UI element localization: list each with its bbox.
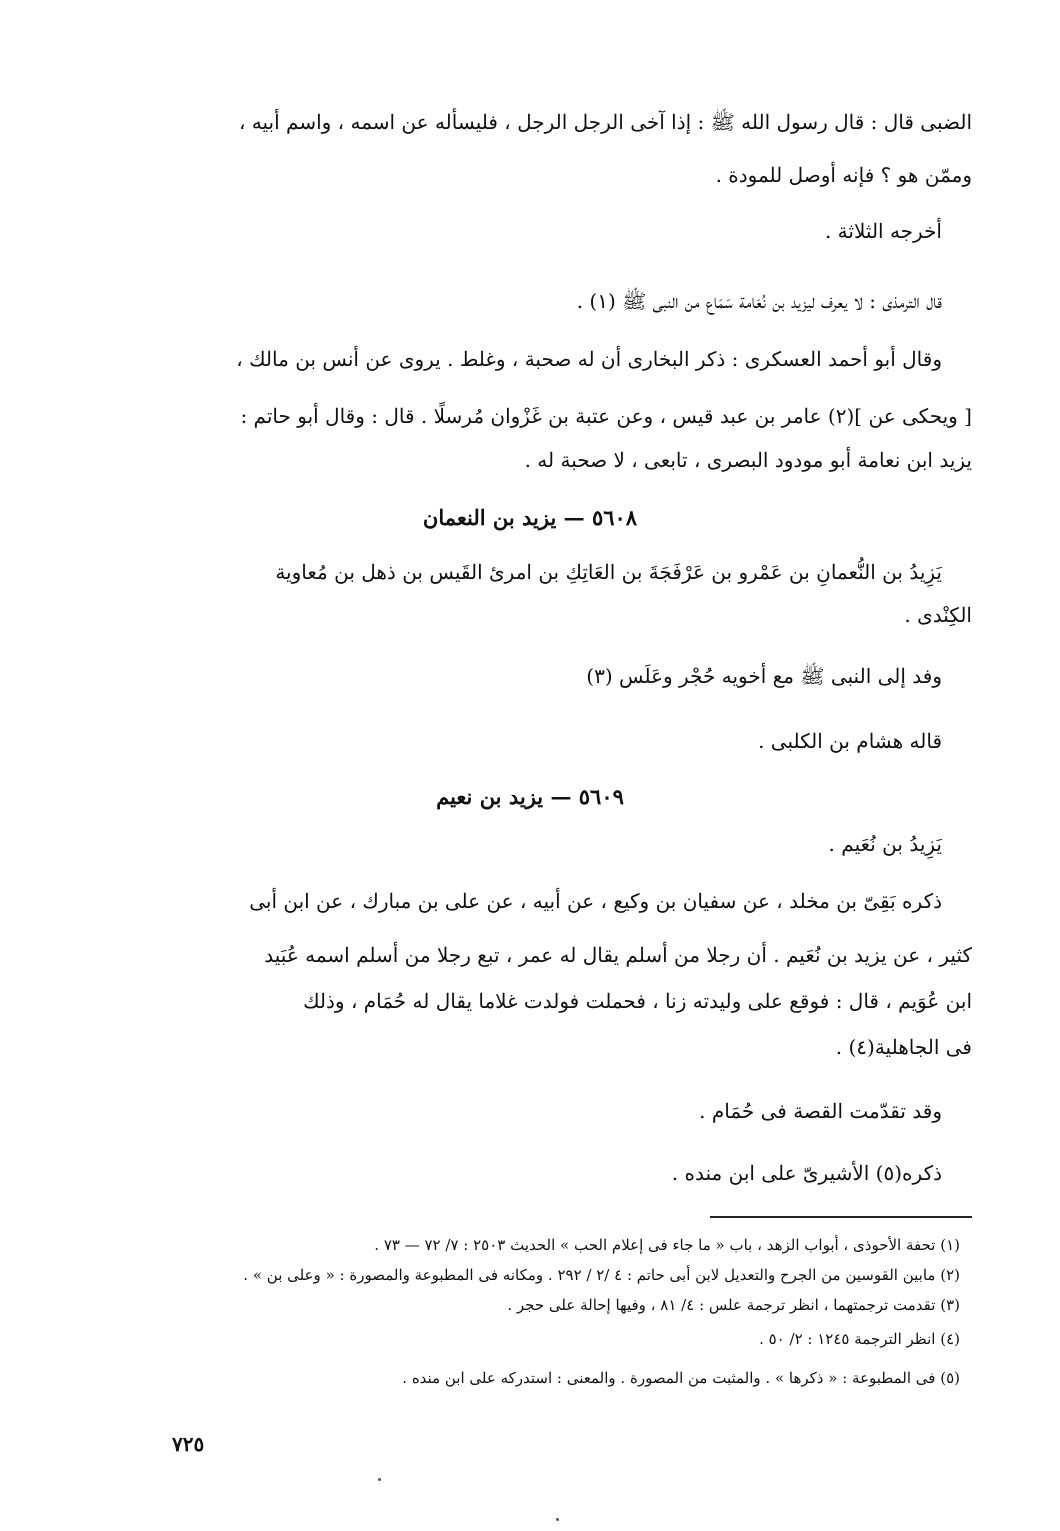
body-line: يَزِيدُ بن نُعَيم .	[828, 832, 942, 856]
body-line: كثير ، عن يزيد بن نُعَيم . أن رجلا من أسلم يقال له عمر ، تبع رجلا من أسلم اسمه عُبَيد	[264, 943, 972, 967]
body-line: الكِنْدى .	[904, 603, 972, 627]
body-line: فى الجاهلية(٤) .	[835, 1035, 972, 1059]
body-line: وقد تقدّمت القصة فى حُمَام .	[699, 1099, 942, 1123]
footnote: (٤) انظر الترجمة ١٢٤٥ : ٢/ ٥٠ .	[759, 1330, 960, 1348]
footnote: (٢) مابين القوسين من الجرح والتعديل لابن أبى حاتم : ٤ /٢ / ٢٩٢ . ومكانه فى المطبوعة والمصورة : « وعلى بن » .	[243, 1266, 960, 1284]
body-line: وفد إلى النبى ﷺ مع أخويه حُجْر وعَلَس (٣)	[586, 664, 942, 688]
footnote: (١) تحفة الأحوذى ، أبواب الزهد ، باب « ما جاء فى إعلام الحب » الحديث ٢٥٠٣ : ٧/ ٧٢ — ٧٣ .	[374, 1236, 960, 1254]
entry-heading: ٥٦٠٨ — يزيد بن النعمان	[422, 505, 638, 530]
scan-speck	[556, 1518, 559, 1521]
body-line: الضبى قال : قال رسول الله ﷺ : إذا آخى الرجل الرجل ، فليسأله عن اسمه ، واسم أبيه ،	[238, 110, 972, 134]
body-line: ذكره(٥) الأشيرىّ على ابن منده .	[671, 1161, 942, 1185]
body-line: ذكره بَقِىّ بن مخلد ، عن سفيان بن وكيع ، عن أبيه ، عن على بن مبارك ، عن ابن أبى	[249, 889, 942, 913]
body-line: قاله هشام بن الكلبى .	[758, 729, 942, 753]
body-line: يَزِيدُ بن النُّعمانِ بن عَمْرو بن عَرْفَجَةَ بن العَاتِكِ بن امرئ القَيس بن ذهل بن مُعاوية	[275, 560, 942, 584]
body-line: أخرجه الثلاثة .	[824, 219, 942, 243]
footnote-separator	[710, 1216, 972, 1218]
entry-heading: ٥٦٠٩ — يزيد بن نعيم	[436, 784, 624, 809]
body-line: ابن عُوَيم ، قال : فوقع على وليدته زنا ، فحملت فولدت غلاما يقال له حُمَام ، وذلك	[303, 989, 972, 1013]
body-line: وقال أبو أحمد العسكرى : ذكر البخارى أن له صحبة ، وغلط . يروى عن أنس بن مالك ،	[236, 347, 942, 371]
body-line: قال الترمذى : لا يعرف ليزيد بن نُعَامة سَمَاع من النبى ﷺ (١) .	[576, 289, 942, 313]
scan-speck	[378, 1478, 381, 1481]
body-line: وممّن هو ؟ فإنه أوصل للمودة .	[715, 163, 972, 187]
footnote: (٥) فى المطبوعة : « ذكرها » . والمثبت من المصورة . والمعنى : استدركه على ابن منده .	[402, 1369, 960, 1387]
page-number: ٧٢٥	[172, 1432, 205, 1456]
body-line: [ ويحكى عن ](٢) عامر بن عبد قيس ، وعن عتبة بن غَزْوان مُرسلًا . قال : وقال أبو حاتم :	[240, 404, 972, 428]
body-line: يزيد ابن نعامة أبو مودود البصرى ، تابعى ، لا صحبة له .	[524, 448, 972, 472]
footnote: (٣) تقدمت ترجمتهما ، انظر ترجمة علس : ٤/ ٨١ ، وفيها إحالة على حجر .	[507, 1296, 960, 1314]
